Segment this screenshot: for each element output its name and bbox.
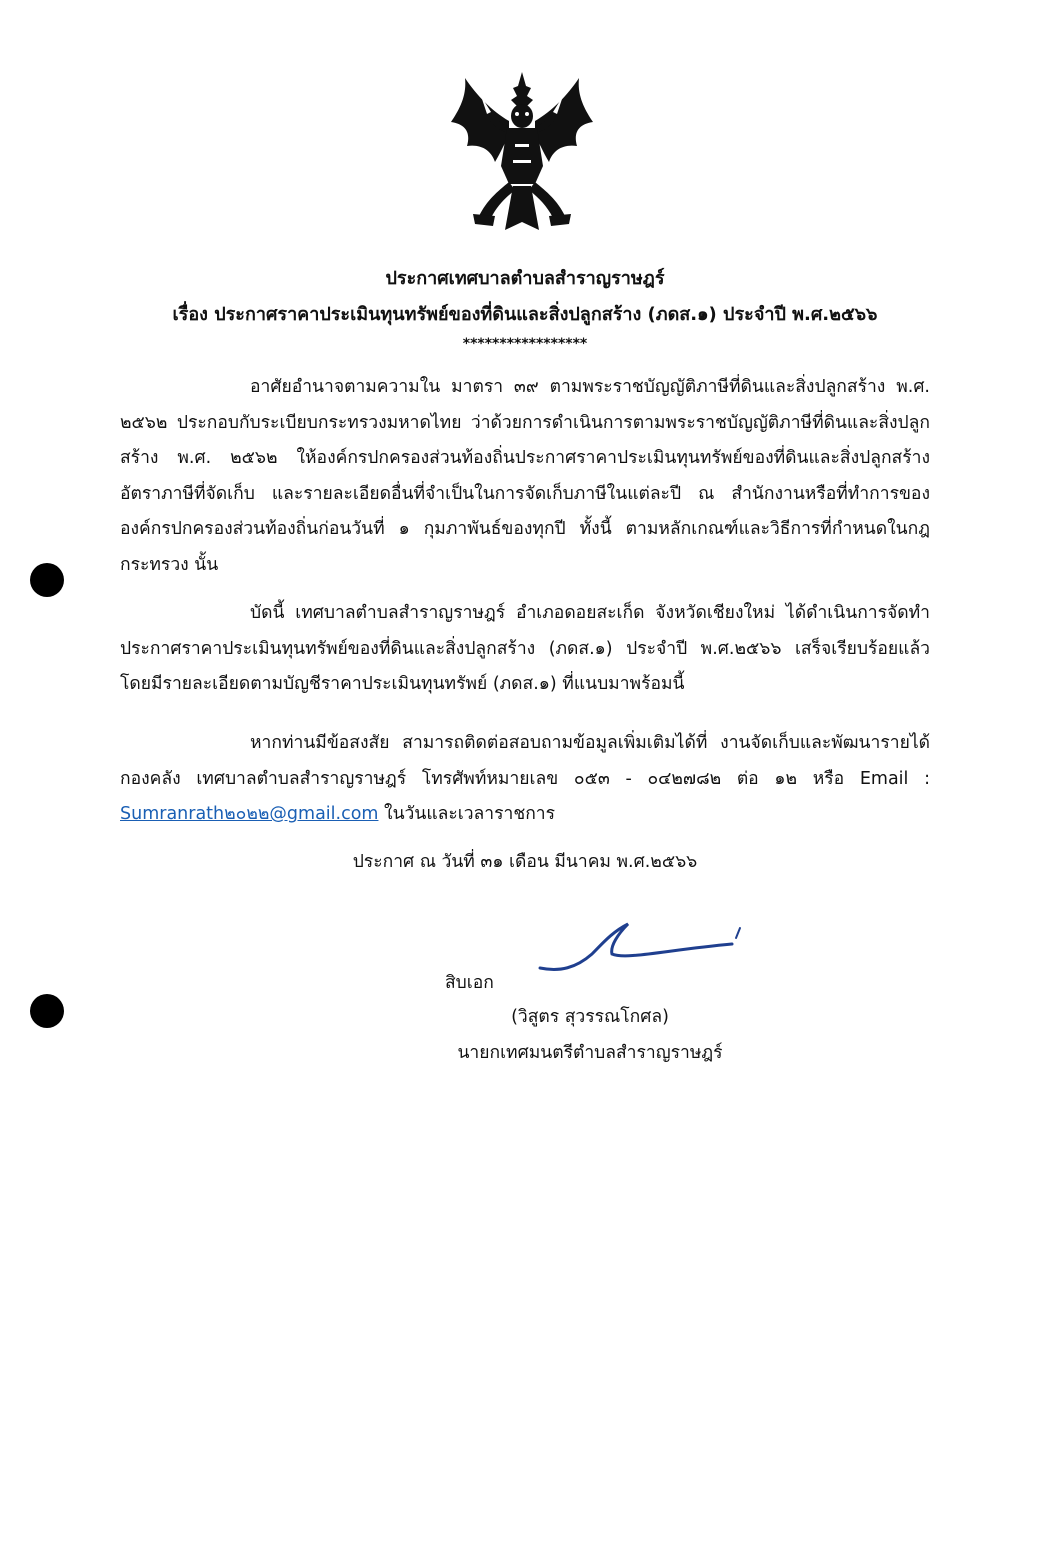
- email-link[interactable]: Sumranrath๒๐๒๒@gmail.com: [120, 804, 379, 824]
- signer-rank: สิบเอก: [445, 973, 494, 993]
- paragraph-contact-tail: ในวันและเวลาราชการ: [378, 804, 556, 824]
- paragraph-contact: [120, 726, 930, 833]
- garuda-emblem-icon: [447, 66, 597, 236]
- announcement-title: ประกาศเทศบาลตำบลสำราญราษฎร์: [385, 268, 665, 289]
- paragraph-authority: [120, 370, 930, 583]
- paragraph-contact-text: หากท่านมีข้อสงสัย สามารถติดต่อสอบถามข้อมูลเพิ่มเติมได้ที่ งานจัดเก็บและพัฒนารายได้ กองคลัง เทศบาลตำบลสำราญราษฎร์ โทรศัพท์หมายเลข ๐๕๓ - ๐๔๒๗๘๒ ต่อ ๑๒ หรือ Email :: [120, 733, 930, 789]
- announcement-date: ประกาศ ณ วันที่ ๓๑ เดือน มีนาคม พ.ศ.๒๕๖๖: [352, 852, 698, 872]
- announcement-subject: เรื่อง ประกาศราคาประเมินทุนทรัพย์ของที่ดินและสิ่งปลูกสร้าง (ภดส.๑) ประจำปี พ.ศ.๒๕๖๖: [172, 304, 878, 325]
- punch-hole-bottom: [30, 994, 64, 1028]
- punch-hole-top: [30, 563, 64, 597]
- paragraph-authority-text: อาศัยอำนาจตามความใน มาตรา ๓๙ ตามพระราชบัญญัติภาษีที่ดินและสิ่งปลูกสร้าง พ.ศ. ๒๕๖๒ ประกอบกับระเบียบกระทรวงมหาดไทย ว่าด้วยการดำเนินการตามพระราชบัญญัติภาษีที่ดินและสิ่งปลูกสร้าง พ.ศ. ๒๕๖๒ ให้องค์กรปกครองส่วนท้องถิ่นประกาศราคาประเมินทุนทรัพย์ของที่ดินและสิ่งปลูกสร้าง อัตราภาษีที่จัดเก็บ และรายละเอียดอื่นที่จำเป็นในการจัดเก็บภาษีในแต่ละปี ณ สำนักงานหรือที่ทำการขององค์กรปกครองส่วนท้องถิ่นก่อนวันที่ ๑ กุมภาพันธ์ของทุกปี ทั้งนี้ ตามหลักเกณฑ์และวิธีการที่กำหนดในกฎกระทรวง นั้น: [120, 377, 930, 575]
- handwritten-signature: [536, 914, 756, 978]
- signer-name: (วิสูตร สุวรรณโกศล): [511, 1007, 669, 1027]
- paragraph-announcement-text: บัดนี้ เทศบาลตำบลสำราญราษฎร์ อำเภอดอยสะเก็ด จังหวัดเชียงใหม่ ได้ดำเนินการจัดทำประกาศราคาประเมินทุนทรัพย์ของที่ดินและสิ่งปลูกสร้าง (ภดส.๑) ประจำปี พ.ศ.๒๕๖๖ เสร็จเรียบร้อยแล้ว โดยมีรายละเอียดตามบัญชีราคาประเมินทุนทรัพย์ (ภดส.๑) ที่แนบมาพร้อมนี้: [120, 603, 930, 694]
- paragraph-announcement: [120, 596, 930, 703]
- signer-position: นายกเทศมนตรีตำบลสำราญราษฎร์: [457, 1043, 723, 1063]
- title-separator: *****************: [462, 336, 588, 352]
